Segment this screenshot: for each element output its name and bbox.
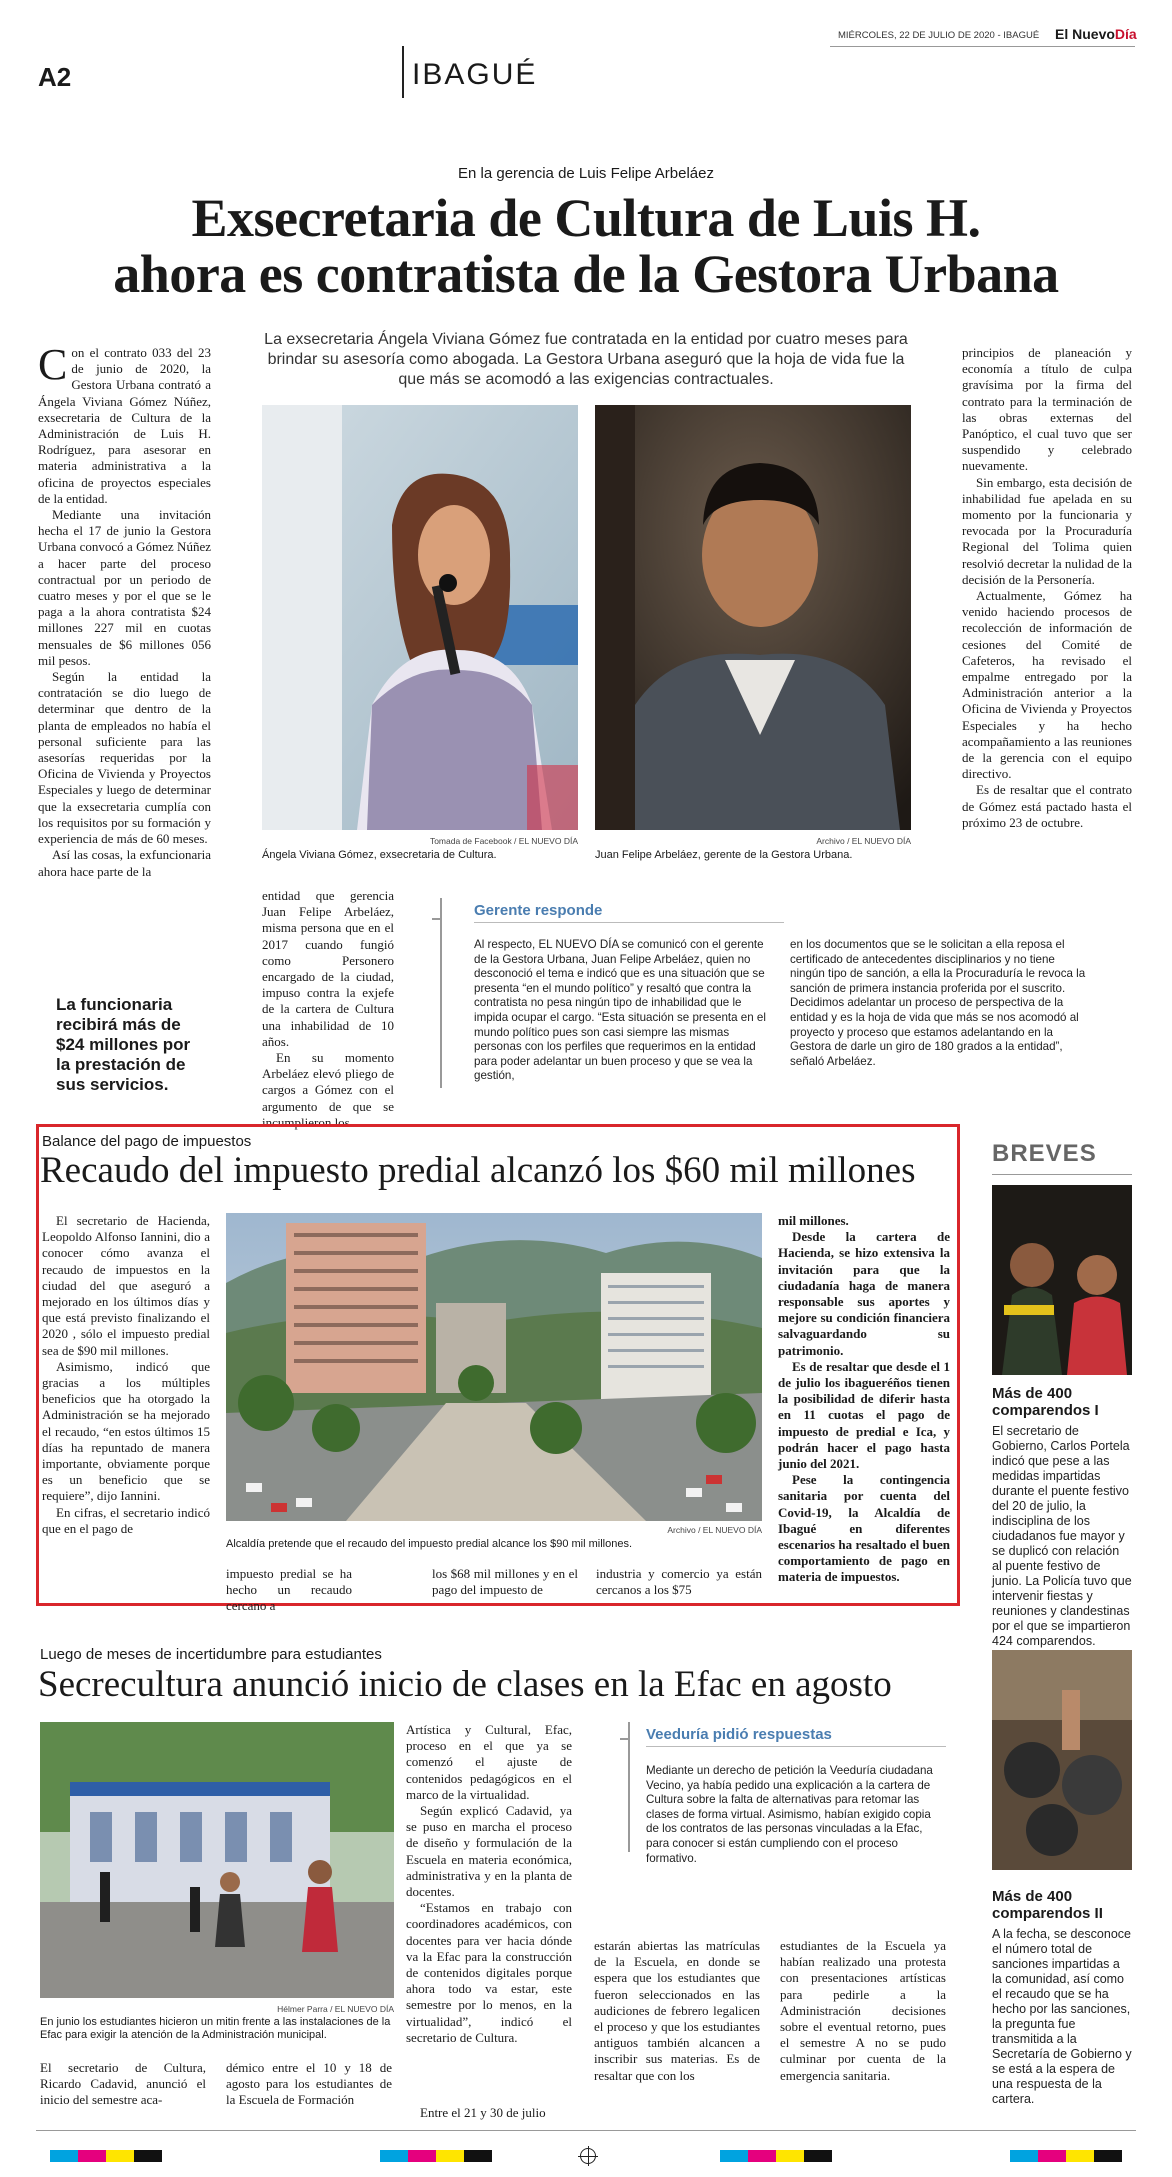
story2-kicker: Balance del pago de impuestos [42, 1133, 252, 1150]
story1-headline-line2: ahora es contratista de la Gestora Urbana [113, 244, 1059, 304]
paragraph: Mediante una invitación hecha el 17 de junio la Gestora Urbana convocó a Gómez Núñez a hacer parte del proceso contractual por un periodo de cuatro meses y por el que se le paga a la ahora contratista $24 millones 227 mil en cuotas mensuales de $6 millones 056 mil pesos. [38, 507, 211, 668]
color-bar-left [50, 2150, 162, 2162]
registration-mark-icon [580, 2148, 596, 2164]
brand-name-accent: Día [1114, 26, 1137, 42]
paragraph: “Estamos en trabajo con coordinadores académicos, con docentes para ver hacia dónde va la Efac para la construcción de contenidos digitales porque ahora todo va estar, este semestre por lo menos, en la virtualidad”, indicó el secretario de Cultura. [406, 1900, 572, 2045]
sidebox-veeduria-title: Veeduría pidió respuestas [646, 1726, 832, 1743]
story2-photo-caption: Alcaldía pretende que el recaudo del impuesto predial alcance los $90 mil millones. [226, 1538, 633, 1550]
story3-bottom-col-1: El secretario de Cultura, Ricardo Cadavid, anunció el inicio del semestre aca- [40, 2060, 206, 2108]
story2-photo-credit: Archivo / EL NUEVO DÍA [667, 1525, 762, 1535]
brief2-photo [992, 1650, 1132, 1870]
story3-kicker: Luego de meses de incertidumbre para estudiantes [40, 1646, 382, 1663]
sidebox-veeduria-bracket-notch [620, 1738, 630, 1740]
paragraph: Actualmente, Gómez ha venido haciendo procesos de recolección de información de cesiones del Comité de Cafeteros, ha revisado el empalme entregado por la Administración anterior a la Oficina de Vivienda y Proyectos Especiales y ha hecho acompañamiento a las reuniones de la gerencia con el equipo directivo. [962, 588, 1132, 782]
story2-bottom-col-1: impuesto predial se ha hecho un recaudo cercano a [226, 1566, 352, 1614]
story3-bottom-col-2: démico entre el 10 y 18 de agosto para los estudiantes de la Escuela de Formación [226, 2060, 392, 2108]
story3-column-mid-end: Entre el 21 y 30 de julio [420, 2105, 546, 2120]
paragraph: Artística y Cultural, Efac, proceso en el que ya se comenzó el ajuste de contenidos pedagógicos en el marco de la virtualidad. [406, 1722, 572, 1802]
paragraph: principios de planeación y economía a título de culpa gravísima por la firma del contrato para la terminación de las obras externas del Panóptico, el cual tuvo que ser suspendido y celebrado nuevamente. [962, 345, 1132, 474]
photo-juan-felipe-arbelaez-image [595, 405, 911, 830]
brief2-photo-image [992, 1650, 1132, 1870]
photo2-credit: Archivo / EL NUEVO DÍA [816, 836, 911, 846]
header-rule [830, 46, 1135, 47]
sidebox-gerente-title: Gerente responde [474, 902, 603, 919]
photo-efac-protest [40, 1722, 394, 1998]
sidebox-veeduria-body: Mediante un derecho de petición la Veeduría ciudadana Vecino, ya había pedido una explicación a la cartera de Cultura sobre la falta de alternativas para retomar las clases de forma virtual. Asimismo, habían exigido copia de los contratos de las personas vinculadas a la Efac, para conocer si están cumpliendo con el proceso formativo. [646, 1764, 933, 1865]
section-divider [402, 46, 404, 98]
brand-name: El Nuevo [1055, 26, 1115, 42]
story2-bottom-col-3: industria y comercio ya están cercanos a los $75 [596, 1566, 762, 1598]
brief1-photo [992, 1185, 1132, 1375]
photo-ibague-plaza-image [226, 1213, 762, 1521]
dropcap: C [38, 340, 68, 389]
story1-deck: La exsecretaria Ángela Viviana Gómez fue contratada en la entidad por cuatro meses para brindar su asesoría como abogada. La Gestora Urbana aseguró que la hoja de vida fue la que más se acomodó a las exigencias contractuales. [264, 331, 908, 388]
story2-headline: Recaudo del impuesto predial alcanzó los $60 mil millones [40, 1150, 916, 1191]
story3-bottom-col-3: estarán abiertas las matrículas de la Escuela, en donde se espera que los estudiantes que fueron seleccionados en las audiciones de febrero legalicen el proceso y que los estudiantes antiguos también alcancen a inscribir sus materias. Es de resaltar que con los [594, 1938, 760, 2083]
sidebox-gerente-col2: en los documentos que se le solicitan a ella reposa el certificado de antecedentes disciplinarios y no tiene ningún tipo de sanción, a ella la Procuraduría le revoca la sanción de primera instancia proferida por el suscrito. Decidimos adelantar un proceso de perspectiva de la entidad y es la hoja de vida que más se nos acomodó al proyecto y proceso que estamos adelantando en la Gestora de darle un giro de 180 grados a la entidad”, señaló Arbeláez. [790, 938, 1086, 1068]
sidebox-bracket [440, 898, 450, 1088]
paragraph: Es de resaltar que desde el 1 de julio los ibagueréños tienen la posibilidad de diferir hasta en 11 cuotas el pago de impuesto de predial e Ica, y podrán hacer el pago hasta junio del 2021. [778, 1358, 950, 1472]
story1-headline [0, 190, 1172, 302]
sidebox-veeduria-bracket [628, 1722, 638, 1852]
paragraph: Asimismo, indicó que gracias a los múltiples beneficios que ha otorgado la Administración se ha mejorado el recaudo, “en estos últimos 15 días ha repuntado de manera importante, obviamente porque es un beneficio que se requiere”, dijo Iannini. [42, 1358, 210, 1504]
story2-bottom-col-2: los $68 mil millones y en el pago del impuesto de [432, 1566, 578, 1598]
story1-headline-line1: Exsecretaria de Cultura de Luis H. [191, 188, 981, 248]
photo2-caption: Juan Felipe Arbeláez, gerente de la Gestora Urbana. [595, 849, 853, 861]
brief1-body: El secretario de Gobierno, Carlos Portela indicó que pese a las medidas impartidas durante el puente festivo del 20 de julio, la indisciplina de los ciudadanos fue mayor y se duplicó con relación al puente festivo de junio. La Policía tuvo que intervenir fiestas y reuniones y clandestinas por el que se impartieron 424 comparendos. [992, 1424, 1132, 1648]
dateline: MIÉRCOLES, 22 DE JULIO DE 2020 - IBAGUÉ [838, 30, 1040, 41]
page-number: A2 [38, 62, 72, 92]
story3-headline: Secrecultura anunció inicio de clases en la Efac en agosto [38, 1664, 892, 1705]
photo-ibague-plaza [226, 1213, 762, 1521]
brief2-title: Más de 400 comparendos II [992, 1888, 1103, 1922]
paragraph: Así las cosas, la exfuncionaria ahora hace parte de la [38, 847, 211, 879]
paragraph: En cifras, el secretario indicó que en el pago de [42, 1504, 210, 1536]
story3-column-mid [406, 1722, 572, 2057]
sidebox-gerente-col1: Al respecto, EL NUEVO DÍA se comunicó con el gerente de la Gestora Urbana, Juan Felipe Arbeláez, quien no desconoció el tema e indicó que es una situación que se presenta “en el mundo político” y resaltó que contra la contratista no pesa ningún tipo de inhabilidad que le impida ocupar el cargo. “Esta situación se presenta en el mundo político pues son casi siempre las mismas personas con los perfiles que requerimos en la entidad para poder adelantar un buen proceso y que se vea la gestión, [474, 938, 766, 1083]
paragraph: Sin embargo, esta decisión de inhabilidad fue apelada en su momento por la funcionaria y revocada por la Procuraduría Regional del Tolima quien resolvió decretar la nulidad de la decisión de la Personería. [962, 474, 1133, 587]
photo1-credit: Tomada de Facebook / EL NUEVO DÍA [429, 836, 578, 846]
paragraph: Es de resaltar que el contrato de Gómez está pactado hasta el próximo 23 de octubre. [962, 782, 1132, 830]
story3-photo-credit: Hélmer Parra / EL NUEVO DÍA [277, 2004, 394, 2014]
story2-column-right [778, 1213, 950, 1603]
color-bar-far-right [1010, 2150, 1122, 2162]
sidebox-gerente-rule [474, 922, 784, 923]
paragraph: entidad que gerencia Juan Felipe Arbeláez, misma persona que en el 2017 cuando fungió como Personero encargado de la ciudad, impuso contra la exjefe de la cartera de Cultura una inhabilidad de 10 años. [262, 888, 394, 1049]
paragraph: Según la entidad la contratación se dio luego de determinar que dentro de la planta de empleados no había el personal suficiente para las asesorías requeridas por la Oficina de Vivienda y Proyectos Especiales y luego de determinar que la exsecretaria cumplía con los requisitos por su formación y experiencia de más de 60 meses. [38, 669, 211, 847]
color-bar-mid [380, 2150, 492, 2162]
brief1-photo-image [992, 1185, 1132, 1375]
brief2-body: A la fecha, se desconoce el número total de sanciones impartidas a la comunidad, así como el recaudo que se ha hecho por las sanciones, la pregunta fue transmitida a la Secretaría de Gobierno y se está a la espera de una respuesta de la cartera. [992, 1927, 1132, 2106]
story1-column-2 [262, 888, 394, 1130]
paragraph: En su momento Arbeláez elevó pliego de cargos a Gómez con el argumento de que se incumplieron los [262, 1050, 394, 1130]
briefs-title: BREVES [992, 1140, 1097, 1167]
story1-column-right [962, 345, 1132, 890]
story1-column-1 [38, 340, 211, 965]
story3-bottom-col-4: estudiantes de la Escuela ya habían realizado una protesta con presentaciones artísticas para pedirle a la Administración decisiones sobre el eventual retorno, pues el semestre A no se pudo culminar por cuenta de la emergencia sanitaria. [780, 1938, 946, 2083]
paragraph: mil millones. [778, 1213, 849, 1228]
photo-efac-protest-image [40, 1722, 394, 1998]
sidebox-bracket-notch [432, 918, 442, 920]
color-bar-right [720, 2150, 832, 2162]
photo-juan-felipe-arbelaez [595, 405, 911, 830]
paragraph: Según explicó Cadavid, ya se puso en marcha el proceso de diseño y formulación de la Escuela en materia económica, administrativa y en la planta de docentes. [406, 1803, 572, 1900]
story1-kicker: En la gerencia de Luis Felipe Arbeláez [458, 165, 714, 182]
paragraph: on el contrato 033 del 23 de junio de 2020, la Gestora Urbana contrató a Ángela Viviana Gómez Núñez, exsecretaria de Cultura de la Administración de Luis H. Rodríguez, para asesorar en materia administrativa a la oficina de proyectos especiales de la entidad. [38, 345, 211, 506]
footer-rule [36, 2130, 1136, 2131]
paragraph: El secretario de Hacienda, Leopoldo Alfonso Iannini, dio a conocer cómo avanza el recaudo de impuestos en la ciudad del que aseguró a mejorado en los últimos días y que está previsto finalizando el 2020 , sólo el impuesto predial sea de $90 mil millones. [42, 1213, 210, 1358]
pull-quote: La funcionaria recibirá más de $24 millones por la prestación de sus servicios. [56, 995, 191, 1094]
paragraph: Pese la contingencia sanitaria por cuenta del Covid-19, la Alcaldía de Ibagué en diferentes escenarios ha resaltado el buen comportamiento de pago en materia de impuestos. [778, 1472, 950, 1585]
story3-photo-caption: En junio los estudiantes hicieron un mitin frente a las instalaciones de la Efac para exigir la atención de la Administración municipal. [40, 2016, 391, 2041]
photo1-caption: Ángela Viviana Gómez, exsecretaria de Cultura. [262, 849, 497, 861]
section-label: IBAGUÉ [412, 58, 538, 91]
photo-angela-gomez [262, 405, 578, 830]
brand-logo [1055, 26, 1137, 42]
briefs-rule [992, 1174, 1132, 1175]
photo-angela-gomez-image [262, 405, 578, 830]
sidebox-veeduria-rule [646, 1746, 946, 1747]
paragraph: Desde la cartera de Hacienda, se hizo extensiva la invitación para que la ciudadanía haga de manera responsable sus aportes y mejore su condición financiera salvaguardando su patrimonio. [778, 1229, 950, 1358]
story2-column-1 [42, 1213, 210, 1593]
brief1-title: Más de 400 comparendos I [992, 1385, 1099, 1419]
